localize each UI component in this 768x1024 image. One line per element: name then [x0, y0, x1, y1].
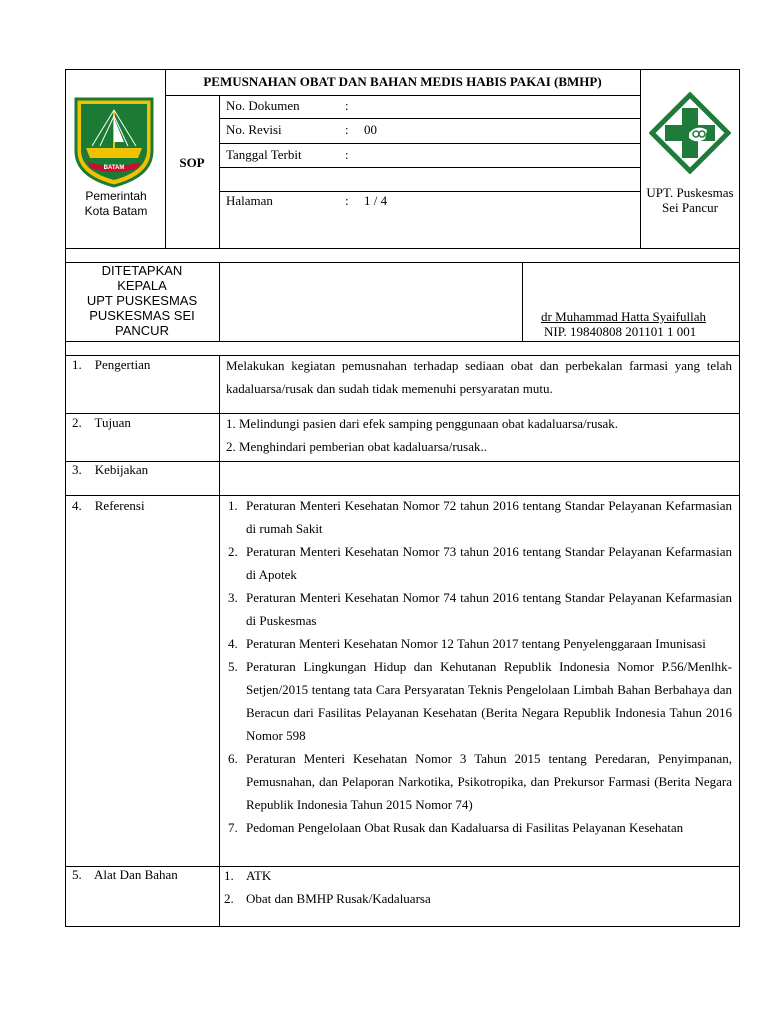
item-text: Peraturan Menteri Kesehatan Nomor 72 tahun 2016 tentang Standar Pelayanan Kefarmasian di rumah Sakit [246, 498, 732, 536]
tujuan-item: 1. Melindungi pasien dari efek samping penggunaan obat kadaluarsa/rusak. [226, 416, 619, 431]
alat-list [224, 864, 732, 910]
referensi-item [220, 540, 732, 586]
left-org-name: Pemerintah Kota Batam [84, 189, 148, 218]
item-text: Obat dan BMHP Rusak/Kadaluarsa [246, 891, 431, 906]
tujuan-item: 2. Menghindari pemberian obat kadaluarsa/rusak.. [226, 439, 487, 454]
left-logo-text: BATAM [103, 165, 125, 171]
approval-line-pancur: PANCUR [115, 323, 169, 338]
approval-heading [68, 263, 216, 338]
divider [219, 263, 220, 342]
referensi-item [220, 632, 732, 655]
document-title: PEMUSNAHAN OBAT DAN BAHAN MEDIS HABIS PAKAI (BMHP) [203, 74, 602, 89]
field-colon: : [345, 98, 349, 113]
section-label-tujuan: 2. Tujuan [72, 415, 131, 430]
field-label-tanggal-terbit: Tanggal Terbit [226, 147, 302, 162]
section-label-pengertian: 1. Pengertian [72, 357, 151, 372]
right-org-name: UPT. Puskesmas Sei Pancur [646, 185, 734, 215]
divider [522, 263, 523, 342]
referensi-item [220, 494, 732, 540]
approval-line-ditetapkan: DITETAPKAN [101, 263, 183, 278]
spacer-row [65, 249, 740, 263]
referensi-item [220, 586, 732, 632]
referensi-list [220, 494, 732, 839]
referensi-item [220, 655, 732, 747]
referensi-item [220, 816, 732, 839]
signer-name: dr Muhammad Hatta Syaifullah [541, 309, 706, 324]
section-label-kebijakan: 3. Kebijakan [72, 462, 149, 477]
batam-shield-icon [72, 96, 156, 188]
divider [65, 461, 740, 462]
sop-label: SOP [179, 155, 205, 170]
approval-line-puskesmas: PUSKESMAS SEI [89, 308, 195, 323]
field-value-halaman: 1 / 4 [364, 193, 388, 208]
tujuan-list [226, 412, 732, 458]
item-text: Peraturan Menteri Kesehatan Nomor 73 tahun 2016 tentang Standar Pelayanan Kefarmasian di Apotek [246, 544, 732, 582]
field-colon: : [345, 147, 349, 162]
section-label-referensi: 4. Referensi [72, 498, 145, 513]
field-label-halaman: Halaman [226, 193, 273, 208]
item-number: 2. [224, 891, 234, 906]
item-number: 4. [228, 636, 238, 651]
pengertian-text: Melakukan kegiatan pemusnahan terhadap sediaan obat dan perbekalan farmasi yang telah kadaluarsa/rusak dan sudah tidak memenuhi persyaratan mutu. [226, 358, 732, 396]
item-number: 5. [228, 659, 238, 674]
divider [165, 95, 640, 96]
item-text: Peraturan Lingkungan Hidup dan Kehutanan Republik Indonesia Nomor P.56/Menlhk-Setjen/2015 tentang tata Cara Persyaratan Teknis Pengelolaan Limbah Bahan Berbahaya dan Beracun dari Fasilitas Pelayanan Kesehatan (Berita Negara Republik Indonesia Tahun 2016 Nomor 598 [246, 659, 732, 743]
divider [219, 167, 640, 168]
puskesmas-cross-icon [649, 92, 731, 174]
item-number: 7. [228, 820, 238, 835]
field-value-no-revisi: 00 [364, 122, 377, 137]
divider [219, 143, 640, 144]
alat-item [224, 887, 732, 910]
item-number: 2. [228, 544, 238, 559]
approval-line-kepala: KEPALA [117, 278, 167, 293]
signer-nip: NIP. 19840808 201101 1 001 [544, 324, 697, 339]
divider [640, 69, 641, 249]
referensi-item [220, 747, 732, 816]
field-label-no-revisi: No. Revisi [226, 122, 282, 137]
section-label-alat-bahan: 5. Alat Dan Bahan [72, 867, 178, 882]
item-number: 6. [228, 751, 238, 766]
batam-city-logo [72, 96, 156, 188]
item-text: Peraturan Menteri Kesehatan Nomor 3 Tahun 2015 tentang Peredaran, Penyimpanan, Pemusnahan, dan Pelaporan Narkotika, Psikotropika, dan Prekursor Farmasi (Berita Negara Republik Indonesia Tahun 2015 Nomor 74) [246, 751, 732, 812]
puskesmas-logo [649, 92, 731, 174]
item-text: Pedoman Pengelolaan Obat Rusak dan Kadaluarsa di Fasilitas Pelayanan Kesehatan [246, 820, 684, 835]
field-colon: : [345, 122, 349, 137]
item-number: 1. [228, 498, 238, 513]
item-number: 3. [228, 590, 238, 605]
alat-item [224, 864, 732, 887]
item-text: Peraturan Menteri Kesehatan Nomor 74 tahun 2016 tentang Standar Pelayanan Kefarmasian di Puskesmas [246, 590, 732, 628]
item-text: ATK [246, 868, 272, 883]
field-colon: : [345, 193, 349, 208]
item-text: Peraturan Menteri Kesehatan Nomor 12 Tahun 2017 tentang Penyelenggaraan Imunisasi [246, 636, 706, 651]
item-number: 1. [224, 868, 234, 883]
field-label-no-dokumen: No. Dokumen [226, 98, 300, 113]
divider [219, 191, 640, 192]
divider [219, 118, 640, 119]
approval-line-upt: UPT PUSKESMAS [86, 293, 198, 308]
